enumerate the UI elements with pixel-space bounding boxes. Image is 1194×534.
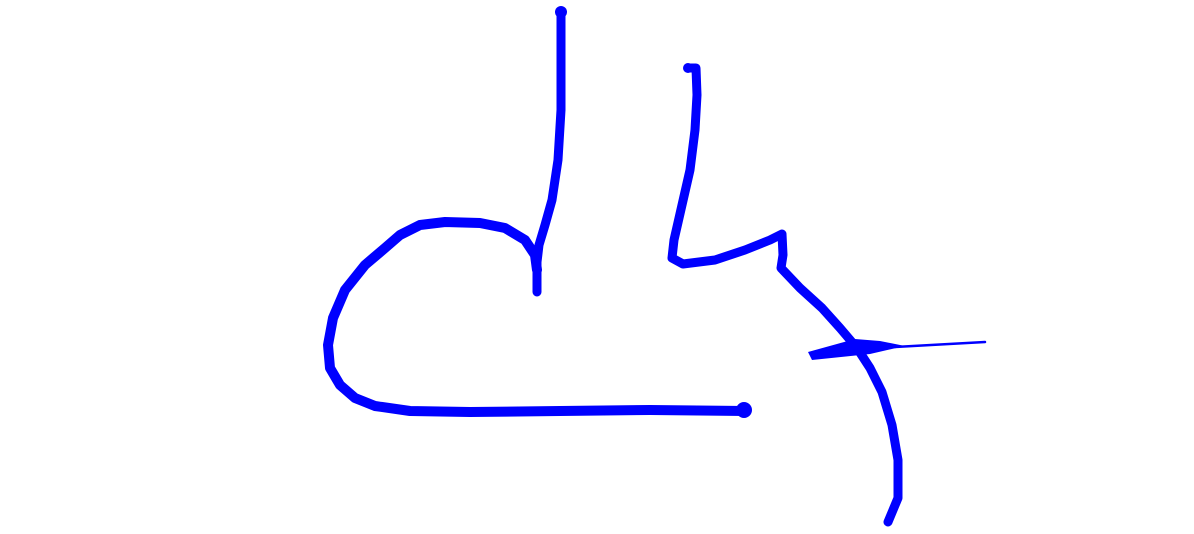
ink-stroke-vertical-right xyxy=(672,68,898,522)
ink-dot-baseline-end xyxy=(736,402,752,418)
ink-stroke-curve-baseline xyxy=(328,222,745,412)
ink-dot-top xyxy=(555,6,567,18)
ink-dot-top-right xyxy=(683,63,693,73)
ink-stroke-vertical-left xyxy=(537,12,561,292)
ink-stroke-crossbar-tail xyxy=(895,342,985,347)
ink-stroke-crossbar xyxy=(808,339,905,360)
